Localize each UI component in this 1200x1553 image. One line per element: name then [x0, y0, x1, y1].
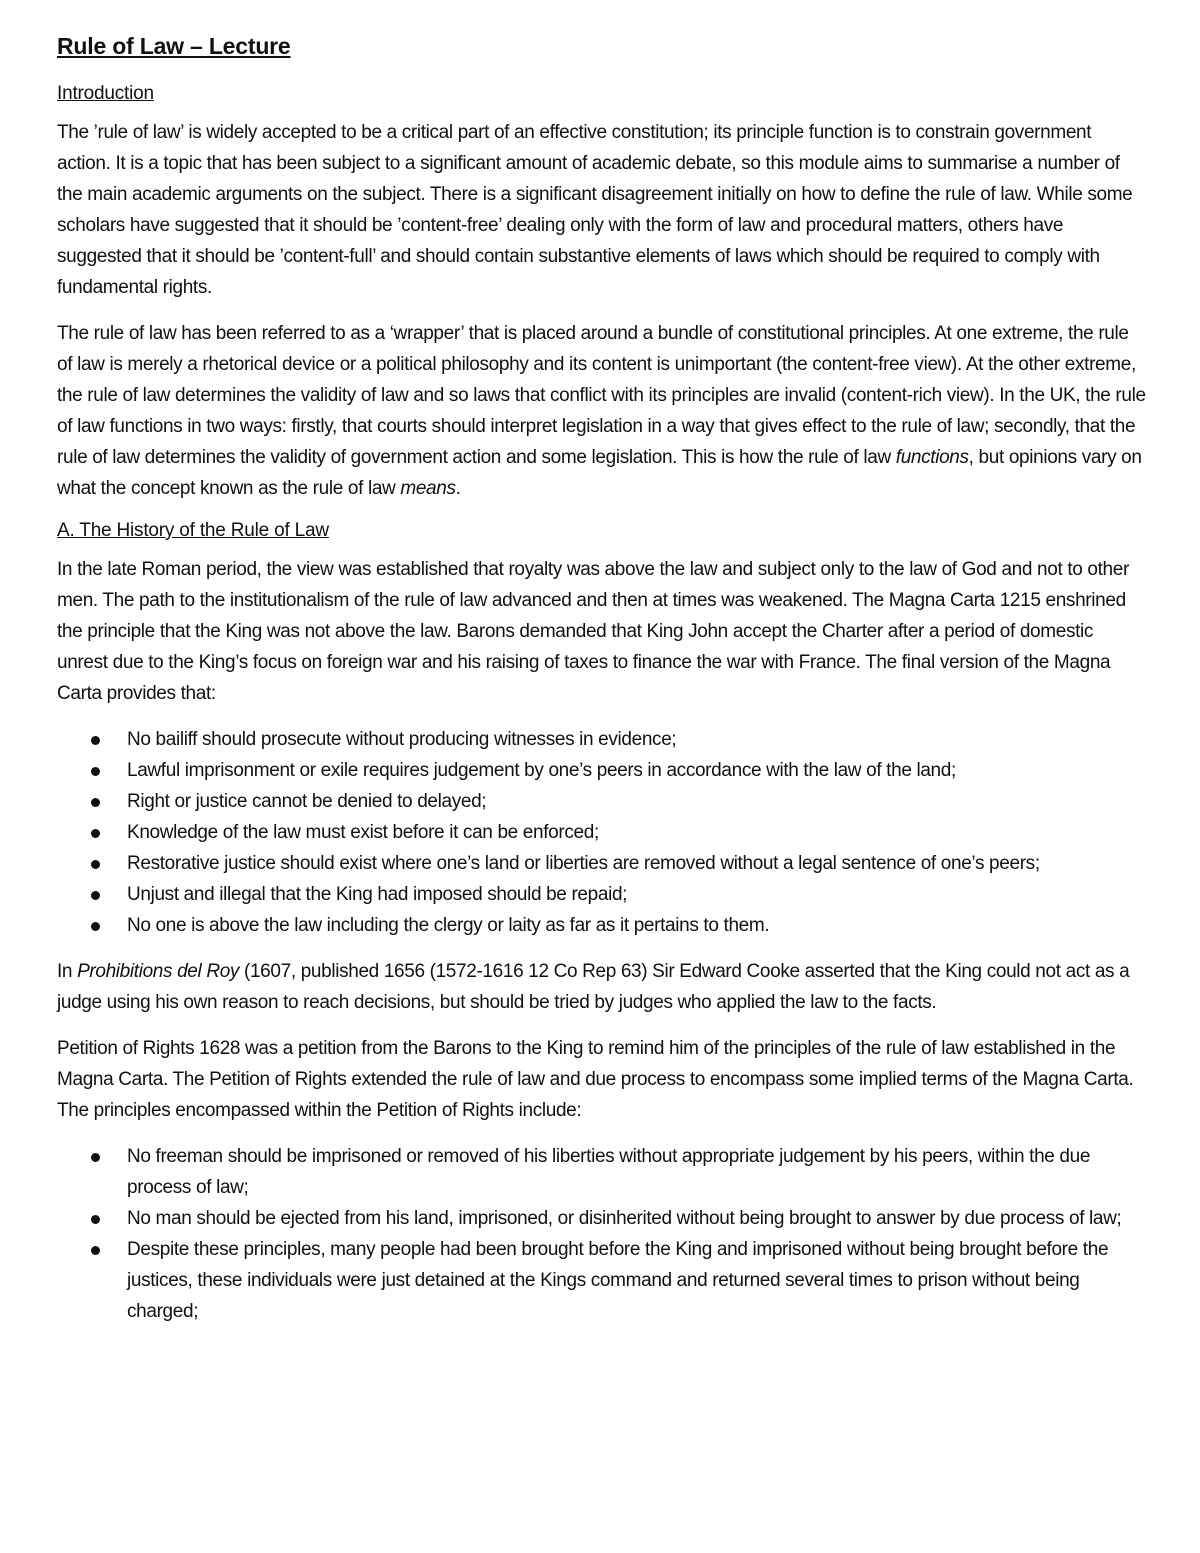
list-item-text: No bailiff should prosecute without producing witnesses in evidence;	[127, 729, 677, 750]
list-item-text: Despite these principles, many people had been brought before the King and imprisoned without being brought before the justices, these individuals were just detained at the Kings command and returned several times to prison without being charged;	[127, 1239, 1109, 1322]
list-item-text: Knowledge of the law must exist before it can be enforced;	[127, 822, 599, 843]
prohibitions-paragraph	[57, 956, 1147, 1018]
bullet-icon	[91, 891, 100, 900]
list-item	[57, 910, 1147, 941]
intro-p2-emphasis-means: means	[400, 478, 456, 499]
introduction-paragraph-2	[57, 318, 1147, 504]
case-name-prohibitions: Prohibitions del Roy	[77, 961, 240, 982]
list-item	[57, 848, 1147, 879]
list-item	[57, 879, 1147, 910]
introduction-paragraph-1: The ’rule of law’ is widely accepted to be a critical part of an effective constitution; its principle function is to constrain government action. It is a topic that has been subject to a significant amount of academic debate, so this module aims to summarise a number of the main academic arguments on the subject. There is a significant disagreement initially on how to define the rule of law. While some scholars have suggested that it should be ’content-free’ dealing only with the form of law and procedural matters, others have suggested that it should be ’content-full’ and should contain substantive elements of laws which should be required to comply with fundamental rights.	[57, 122, 1133, 298]
document-title: Rule of Law – Lecture	[57, 33, 291, 59]
bullet-icon	[91, 1246, 100, 1255]
list-item-text: No freeman should be imprisoned or removed of his liberties without appropriate judgement by his peers, within the due process of law;	[127, 1146, 1091, 1198]
history-heading: A. The History of the Rule of Law	[57, 520, 329, 541]
bullet-icon	[91, 1153, 100, 1162]
list-item	[57, 786, 1147, 817]
list-item	[57, 1141, 1147, 1203]
list-item-text: Unjust and illegal that the King had imposed should be repaid;	[127, 884, 628, 905]
list-item-text: Restorative justice should exist where one’s land or liberties are removed without a legal sentence of one’s peers;	[127, 853, 1040, 874]
introduction-heading: Introduction	[57, 83, 154, 104]
list-item-text: No man should be ejected from his land, imprisoned, or disinherited without being brought to answer by due process of law;	[127, 1208, 1122, 1229]
prohibitions-prefix: In	[57, 961, 78, 982]
list-item-text: No one is above the law including the clergy or laity as far as it pertains to them.	[127, 915, 770, 936]
petition-paragraph: Petition of Rights 1628 was a petition from the Barons to the King to remind him of the principles of the rule of law established in the Magna Carta. The Petition of Rights extended the rule of law and due process to encompass some implied terms of the Magna Carta. The principles encompassed within the Petition of Rights include:	[57, 1038, 1134, 1121]
document-page	[57, 30, 1147, 1342]
list-item	[57, 817, 1147, 848]
bullet-icon	[91, 798, 100, 807]
intro-p2-emphasis-functions: functions	[895, 447, 969, 468]
list-item	[57, 755, 1147, 786]
intro-p2-text-a: The rule of law has been referred to as a ‘wrapper’ that is placed around a bundle of constitutional principles. At one extreme, the rule of law is merely a rhetorical device or a political philosophy and its content is unimportant (the content-free view). At the other extreme, the rule of law determines the validity of law and so laws that conflict with its principles are invalid (content-rich view). In the UK, the rule of law functions in two ways: firstly, that courts should interpret legislation in a way that gives effect to the rule of law; secondly, that the rule of law determines the validity of government action and some legislation. This is how the rule of law	[57, 323, 1146, 468]
intro-p2-text-b: , but opinions vary on what the concept known as the rule of law	[57, 447, 1142, 499]
list-item	[57, 1234, 1147, 1327]
list-item	[57, 724, 1147, 755]
intro-p2-text-c: .	[455, 478, 461, 499]
magna-carta-list	[57, 724, 1147, 941]
prohibitions-text: (1607, published 1656 (1572-1616 12 Co Rep 63) Sir Edward Cooke asserted that the King could not act as a judge using his own reason to reach decisions, but should be tried by judges who applied the law to the facts.	[57, 961, 1130, 1013]
bullet-icon	[91, 767, 100, 776]
bullet-icon	[91, 922, 100, 931]
petition-of-rights-list	[57, 1141, 1147, 1327]
bullet-icon	[91, 736, 100, 745]
list-item	[57, 1203, 1147, 1234]
bullet-icon	[91, 829, 100, 838]
history-paragraph: In the late Roman period, the view was established that royalty was above the law and subject only to the law of God and not to other men. The path to the institutionalism of the rule of law advanced and then at times was weakened. The Magna Carta 1215 enshrined the principle that the King was not above the law. Barons demanded that King John accept the Charter after a period of domestic unrest due to the King’s focus on foreign war and his raising of taxes to finance the war with France. The final version of the Magna Carta provides that:	[57, 559, 1129, 704]
list-item-text: Right or justice cannot be denied to delayed;	[127, 791, 487, 812]
list-item-text: Lawful imprisonment or exile requires judgement by one’s peers in accordance with the law of the land;	[127, 760, 956, 781]
bullet-icon	[91, 860, 100, 869]
bullet-icon	[91, 1215, 100, 1224]
